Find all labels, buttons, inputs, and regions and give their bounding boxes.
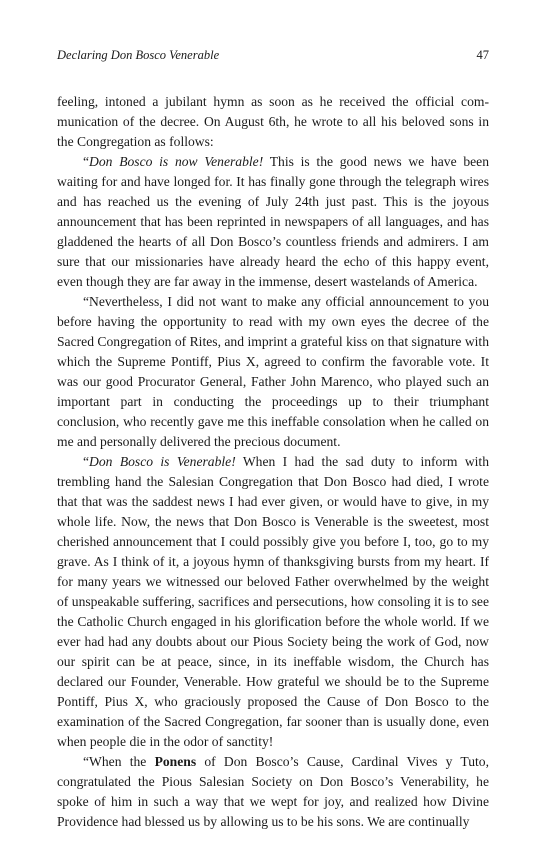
- book-page: [57, 48, 489, 832]
- body-text: [57, 92, 489, 832]
- paragraph-5-after: of Don Bosco’s Cause, Cardinal Vives y Tuto, congratulated the Pious Salesian Society on Don Bosco’s Venerability, he spoke of him in such a way that we wept for joy, and realized how Divine Providence had blessed us by allowing us to be his sons. We are continually: [57, 754, 489, 829]
- paragraph-3: “Nevertheless, I did not want to make any official announcement to you before having the opportunity to read with my own eyes the decree of the Sacred Congregation of Rites, and imprint a grateful kiss on that signature with which the Supreme Pontiff, Pius X, agreed to confirm the favorable vote. It was our good Procurator General, Father John Marenco, who played such an important part in conducting the proceedings up to their triumphant conclusion, who recently gave me this ineffable consolation when he called on me and personally delivered the precious document.: [57, 294, 489, 449]
- paragraph-5: [57, 752, 489, 832]
- paragraph-2: [57, 152, 489, 292]
- paragraph-4: [57, 452, 489, 752]
- emphasis-venerable: Don Bosco is Venerable!: [89, 454, 236, 469]
- paragraph-1: feeling, intoned a jubilant hymn as soon as he received the official communication of the decree. On August 6th, he wrote to all his beloved sons in the Congregation as follows:: [57, 94, 489, 149]
- paragraph-5-before: “When the: [83, 754, 155, 769]
- page-number: 47: [476, 48, 489, 62]
- paragraph-4-rest: When I had the sad duty to inform with trembling hand the Salesian Congregation that Don Bosco had died, I wrote that that was the saddest news I had ever given, or would have to give, in my whole life. Now, the news that Don Bosco is Venerable is the sweetest, most cherished announcement that I could possibly give you before I, too, go to my grave. As I think of it, a joyous hymn of thanksgiving bursts from my heart. If for many years we witnessed our beloved Father overwhelmed by the weight of unspeakable suffering, sacrifices and persecutions, how consoling it is to see the Catholic Church engaged in his glorification before the whole world. If we ever had had any doubts about our Pious Society being the work of God, now our spirit can be at peace, since, in its ineffable wisdom, the Church has declared our Founder, Venerable. How grateful we should be to the Supreme Pontiff, Pius X, who graciously proposed the Cause of Don Bosco to the examination of the Sacred Congregation, far sooner than is usually done, even when people die in the odor of sanctity!: [57, 454, 489, 749]
- running-header: [57, 48, 489, 70]
- running-title: Declaring Don Bosco Venerable: [57, 48, 220, 62]
- paragraph-2-rest: This is the good news we have been waiting for and have longed for. It has finally gone through the telegraph wires and has reached us the evening of July 24th just past. This is the joyous announcement that has been reprinted in newspapers of all languages, and has gladdened the hearts of all Don Bosco’s countless friends and admirers. I am sure that our missionaries have already heard the echo of this happy event, even though they are far away in the immense, desert wastelands of America.: [57, 154, 489, 289]
- quote-open: “: [83, 454, 90, 469]
- quote-open: “: [83, 154, 90, 169]
- ponens-term: Ponens: [154, 754, 197, 769]
- emphasis-venerable: Don Bosco is now Venerable!: [89, 154, 264, 169]
